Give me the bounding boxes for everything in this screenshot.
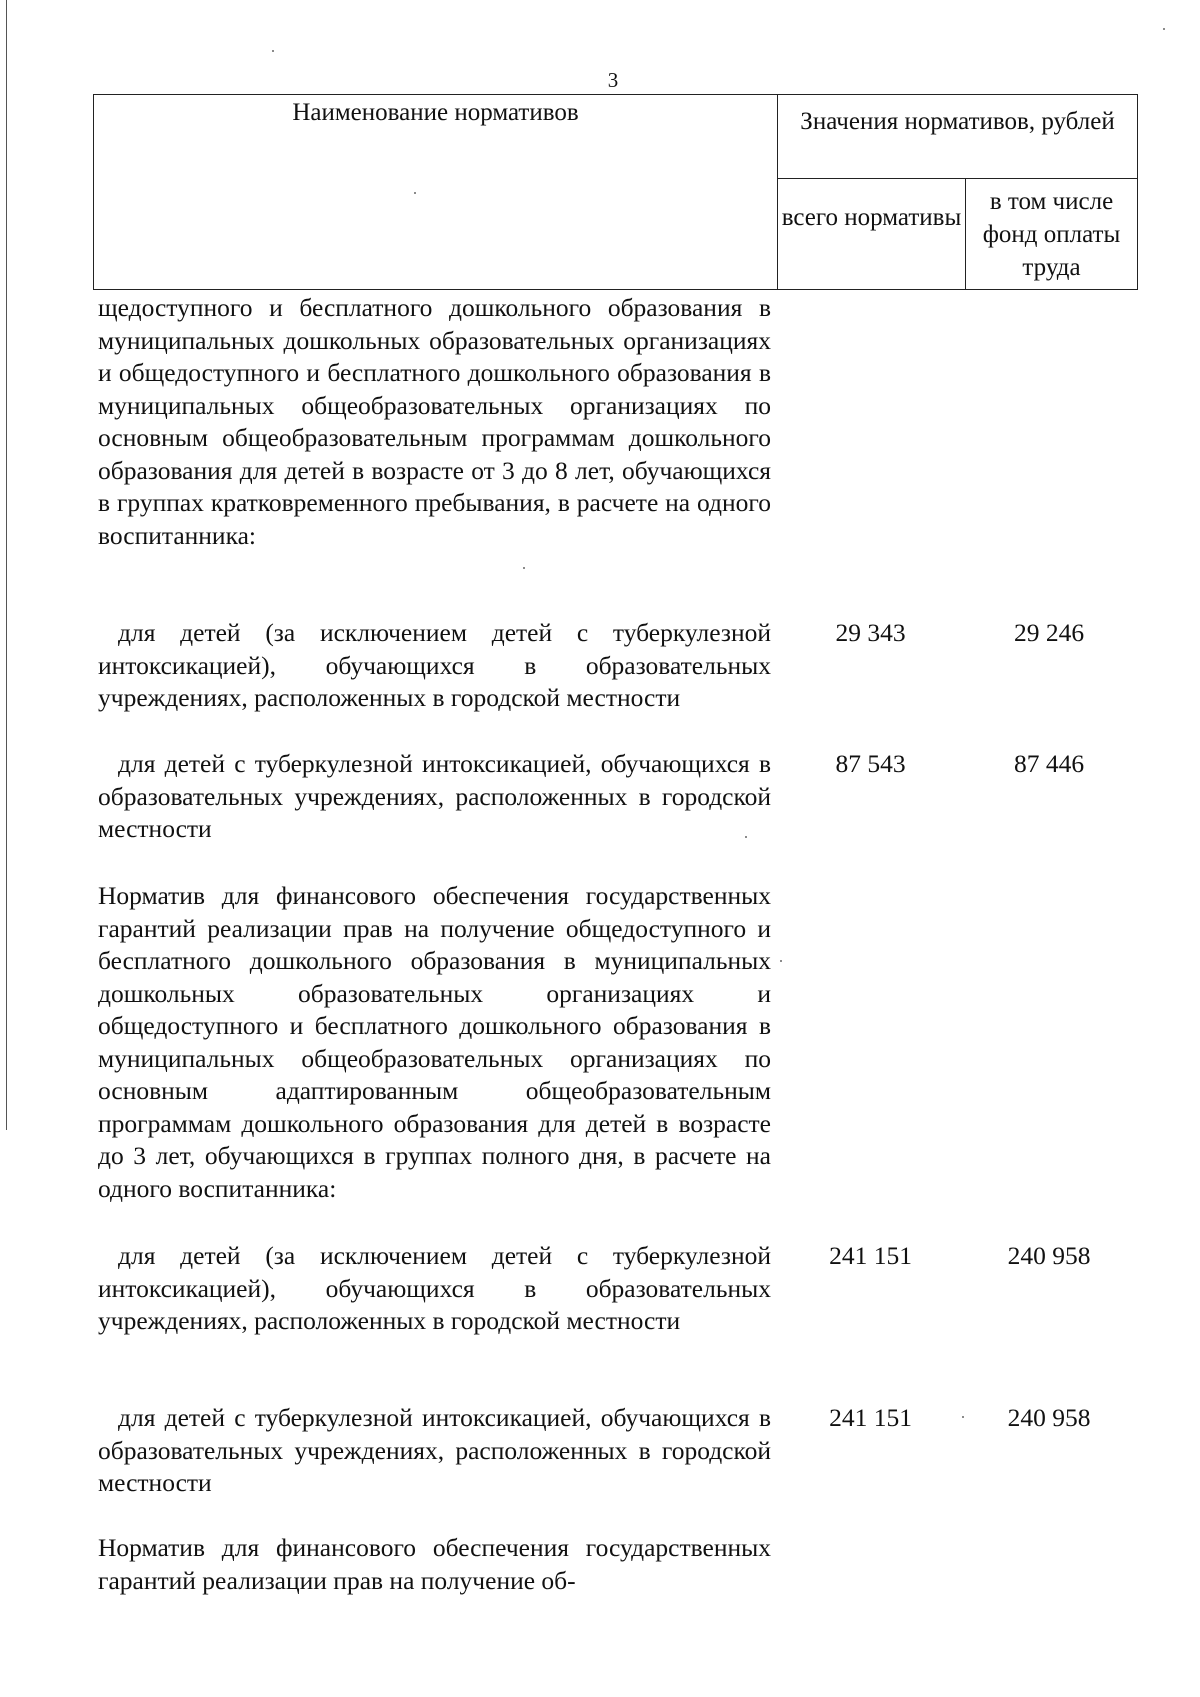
header-divider [777, 178, 1137, 179]
row-fund-value: 29 246 [1013, 618, 1085, 647]
row-total-value: 29 343 [835, 618, 906, 647]
scan-margin-line [6, 0, 7, 1130]
scan-speck [272, 50, 274, 52]
scan-speck [1163, 28, 1165, 30]
row-description: для детей с туберкулезной интоксикацией, обучающихся в образовательных учреждениях, расположенных в городской местности [98, 1403, 771, 1497]
header-values-column: Значения нормативов, рублей [800, 108, 1115, 135]
scan-speck [780, 960, 782, 962]
row-description: щедоступного и бесплатного дошкольного образования в муниципальных дошкольных образовательных организациях и общедоступного и бесплатного дошкольного образования в муниципальных общеобразовательных организациях по основным общеобразовательным программам дошкольного образования для детей в возрасте от 3 до 8 лет, обучающихся в группах кратковременного пребывания, в расчете на одного воспитанника: [98, 293, 771, 550]
row-description: для детей (за исключением детей с туберкулезной интоксикацией), обучающихся в образовательных учреждениях, расположенных в городской местности [98, 1241, 771, 1335]
scan-speck [523, 567, 525, 569]
header-fund-column: в том числе фонд оплаты труда [982, 188, 1121, 281]
row-description: Норматив для финансового обеспечения государственных гарантий реализации прав на получение об- [98, 1533, 771, 1595]
header-total-column: всего нормативы [781, 204, 962, 231]
header-name-column: Наименование нормативов [292, 99, 579, 126]
row-description: для детей (за исключением детей с туберкулезной интоксикацией), обучающихся в образовательных учреждениях, расположенных в городской местности [98, 618, 771, 712]
row-total-value: 241 151 [829, 1241, 912, 1270]
row-description: для детей с туберкулезной интоксикацией, обучающихся в образовательных учреждениях, расположенных в городской местности [98, 749, 771, 843]
row-description: Норматив для финансового обеспечения государственных гарантий реализации прав на получение общедоступного и бесплатного дошкольного образования в муниципальных дошкольных образовательных организациях и общедоступного и бесплатного дошкольного образования в муниципальных общеобразовательных организациях по основным адаптированным общеобразовательным программам дошкольного образования для детей в возрасте до 3 лет, обучающихся в группах полного дня, в расчете на одного воспитанника: [98, 881, 771, 1203]
row-total-value: 241 151 [829, 1403, 912, 1432]
row-fund-value: 87 446 [1013, 749, 1085, 778]
page-number: 3 [607, 68, 619, 92]
row-fund-value: 240 958 [1007, 1241, 1091, 1270]
row-total-value: 87 543 [835, 749, 906, 778]
table-header [93, 94, 1138, 290]
row-fund-value: 240 958 [1007, 1403, 1091, 1432]
